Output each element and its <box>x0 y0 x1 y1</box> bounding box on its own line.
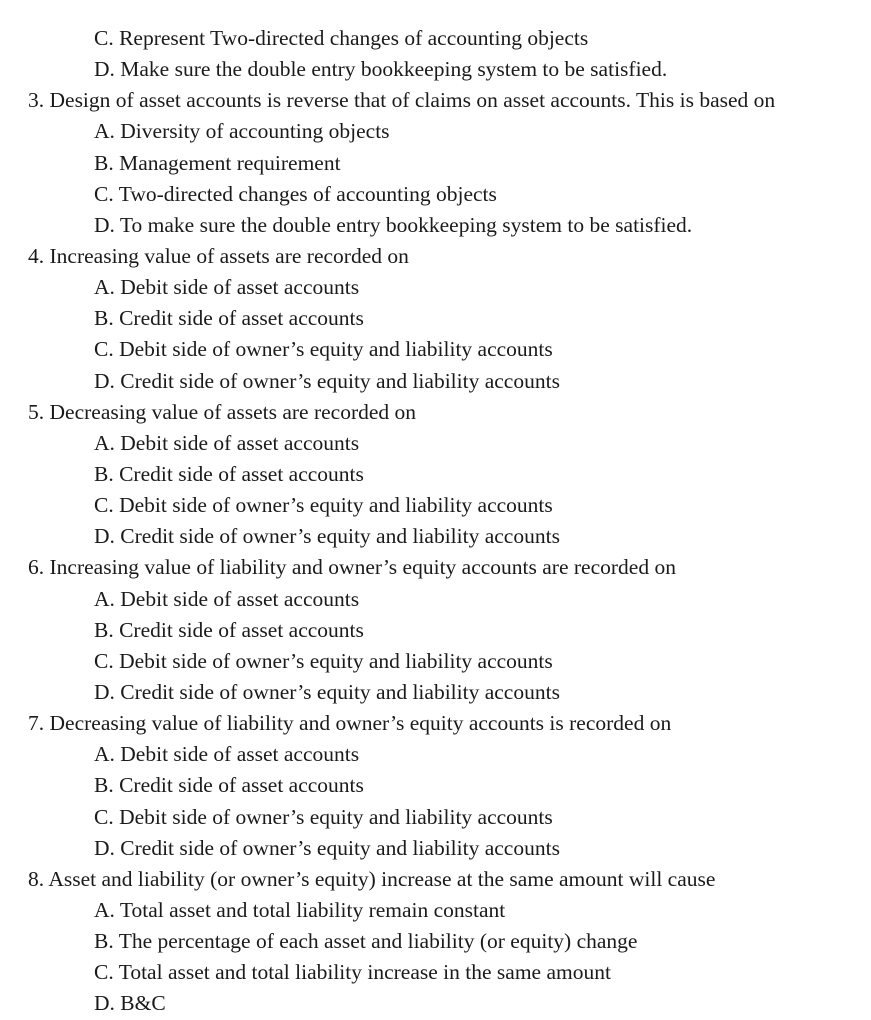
answer-option: D. Make sure the double entry bookkeeping system to be satisfied. <box>94 57 668 82</box>
answer-option: D. Credit side of owner’s equity and liability accounts <box>94 368 560 393</box>
answer-option: C. Total asset and total liability increase in the same amount <box>94 960 611 985</box>
answer-option: C. Two-directed changes of accounting objects <box>94 181 497 206</box>
answer-option: B. Credit side of asset accounts <box>94 617 364 642</box>
answer-option: A. Debit side of asset accounts <box>94 586 360 611</box>
answer-option: D. To make sure the double entry bookkeeping system to be satisfied. <box>94 212 693 237</box>
answer-option: B. Credit side of asset accounts <box>94 461 364 486</box>
question-text: 5. Decreasing value of assets are recorded on <box>28 399 417 424</box>
answer-option: A. Debit side of asset accounts <box>94 275 360 300</box>
answer-option: C. Debit side of owner’s equity and liability accounts <box>94 493 553 518</box>
answer-option: B. The percentage of each asset and liability (or equity) change <box>94 929 638 954</box>
answer-option: B. Credit side of asset accounts <box>94 306 364 331</box>
quiz-document <box>0 23 871 1020</box>
answer-option: D. B&C <box>94 991 166 1016</box>
answer-option: C. Debit side of owner’s equity and liability accounts <box>94 648 553 673</box>
answer-option: A. Diversity of accounting objects <box>94 119 390 144</box>
answer-option: C. Debit side of owner’s equity and liability accounts <box>94 337 553 362</box>
question-text: 3. Design of asset accounts is reverse that of claims on asset accounts. This is based on <box>28 88 776 113</box>
question-text: 7. Decreasing value of liability and owner’s equity accounts is recorded on <box>28 711 672 736</box>
answer-option: D. Credit side of owner’s equity and liability accounts <box>94 835 560 860</box>
question-text: 6. Increasing value of liability and owner’s equity accounts are recorded on <box>28 555 676 580</box>
question-text: 8. Asset and liability (or owner’s equity) increase at the same amount will cause <box>28 866 716 891</box>
question-text: 4. Increasing value of assets are recorded on <box>28 243 409 268</box>
answer-option: B. Management requirement <box>94 150 341 175</box>
answer-option: D. Credit side of owner’s equity and liability accounts <box>94 524 560 549</box>
answer-option: C. Debit side of owner’s equity and liability accounts <box>94 804 553 829</box>
answer-option: B. Credit side of asset accounts <box>94 773 364 798</box>
answer-option: D. Credit side of owner’s equity and liability accounts <box>94 679 560 704</box>
answer-option: A. Total asset and total liability remain constant <box>94 897 506 922</box>
answer-option: C. Represent Two-directed changes of accounting objects <box>94 26 589 50</box>
answer-option: A. Debit side of asset accounts <box>94 742 360 767</box>
answer-option: A. Debit side of asset accounts <box>94 430 360 455</box>
